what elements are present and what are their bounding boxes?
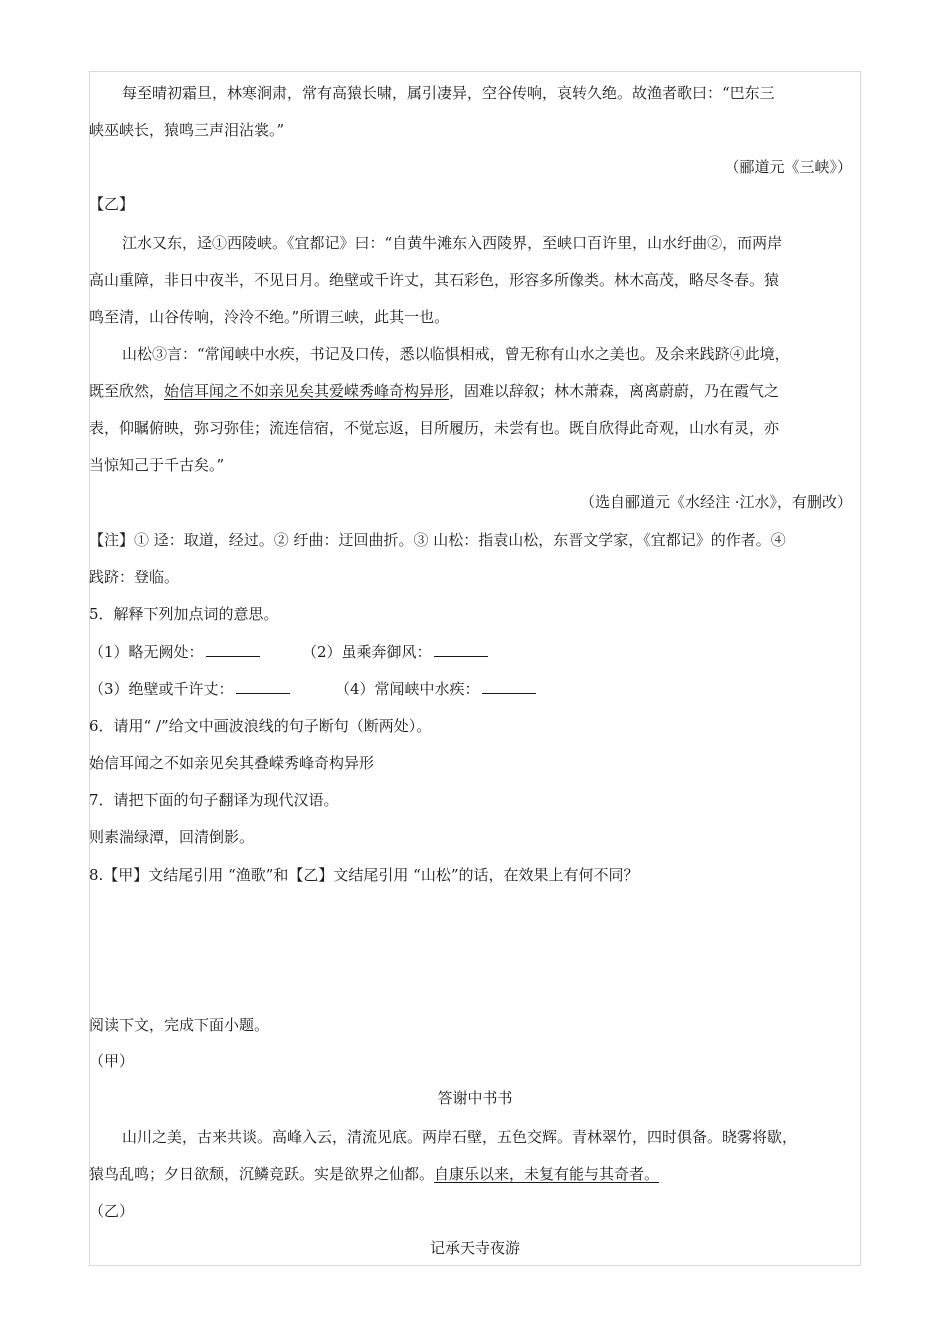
answer-blank[interactable] (482, 679, 536, 694)
text-line: 峡巫峡长，猿鸣三声泪沾裳。” (89, 121, 285, 139)
question-label: （4）常闻峡中水疾： (335, 680, 480, 698)
text-line: 当惊知己于千古矣。” (89, 456, 225, 474)
source-citation: （郦道元《三峡》） (724, 158, 852, 176)
question-5-1 (89, 642, 260, 662)
question-6: 6．请用“ /”给文中画波浪线的句子断句（断两处）。 (89, 717, 432, 735)
wavy-underlined-sentence: 始信耳闻之不如亲见矣其爱嵘秀峰奇构异形 (164, 382, 450, 400)
question-5-4 (335, 679, 536, 699)
underlined-sentence: 自康乐以来，未复有能与其奇者。 (434, 1165, 660, 1183)
passage-title: 记承天寺夜游 (429, 1239, 520, 1257)
note-line: 【注】① 迳：取道，经过。② 纡曲：迂回曲折。③ 山松：指袁山松，东晋文学家，《宜都记》的作者。④ (89, 531, 786, 549)
section-label-jia: （甲） (89, 1052, 135, 1070)
answer-blank[interactable] (434, 642, 488, 657)
text-segment: 猿鸟乱鸣；夕日欲颓，沉鳞竞跃。实是欲界之仙都。 (89, 1165, 435, 1183)
text-line: 每至晴初霜旦，林寒涧肃，常有高猿长啸，属引凄异，空谷传响，哀转久绝。故渔者歌曰：“巴东三 (122, 84, 775, 102)
source-citation: （选自郦道元《水经注 ·江水》，有删改） (579, 493, 852, 511)
answer-blank[interactable] (206, 642, 260, 657)
text-segment: 既至欣然， (89, 382, 165, 400)
text-line: 鸣至清，山谷传响，泠泠不绝。”所谓三峡，此其一也。 (89, 308, 450, 326)
passage-title: 答谢中书书 (437, 1089, 513, 1107)
note-line: 践跻：登临。 (89, 568, 180, 586)
text-line: 表，仰瞩俯映，弥习弥佳；流连信宿，不觉忘返，目所履历，未尝有也。既自欣得此奇观，山水有灵，亦 (89, 419, 780, 437)
text-segment: ，固难以辞叙；林木萧森，离离蔚蔚，乃在霞气之 (449, 382, 780, 400)
question-6-text: 始信耳闻之不如亲见矣其叠嵘秀峰奇构异形 (89, 754, 375, 772)
answer-blank[interactable] (236, 679, 290, 694)
text-line (89, 1164, 659, 1184)
question-5-2 (302, 642, 488, 662)
text-line (89, 381, 779, 401)
question-label: （2）虽乘奔御风： (302, 643, 432, 661)
question-7: 7．请把下面的句子翻译为现代汉语。 (89, 791, 339, 809)
question-7-text: 则素湍绿潭，回清倒影。 (89, 828, 255, 846)
question-5-3 (89, 679, 290, 699)
reading-instruction: 阅读下文，完成下面小题。 (89, 1016, 270, 1034)
question-8: 8.【甲】文结尾引用 “渔歌”和【乙】文结尾引用 “山松”的话，在效果上有何不同？ (89, 866, 639, 884)
text-line: 山川之美，古来共谈。高峰入云，清流见底。两岸石壁，五色交辉。青林翠竹，四时俱备。晓雾将歇， (122, 1128, 798, 1146)
question-5: 5．解释下列加点词的意思。 (89, 605, 279, 623)
question-label: （1）略无阙处： (89, 643, 204, 661)
text-line: 高山重障，非日中夜半，不见日月。绝壁或千许丈，其石彩色，形容多所像类。林木高茂，略尽冬春。猿 (89, 271, 780, 289)
section-label-yi: （乙） (89, 1202, 135, 1220)
text-line: 山松③言：“常闻峡中水疾，书记及口传，悉以临惧相戒，曾无称有山水之美也。及余来践跻④此境， (122, 345, 790, 363)
text-line: 江水又东，迳①西陵峡。《宜都记》曰：“自黄牛滩东入西陵界，至峡口百许里，山水纡曲②，而两岸 (122, 234, 783, 252)
section-heading: 【乙】 (89, 195, 135, 213)
question-label: （3）绝壁或千许丈： (89, 680, 234, 698)
